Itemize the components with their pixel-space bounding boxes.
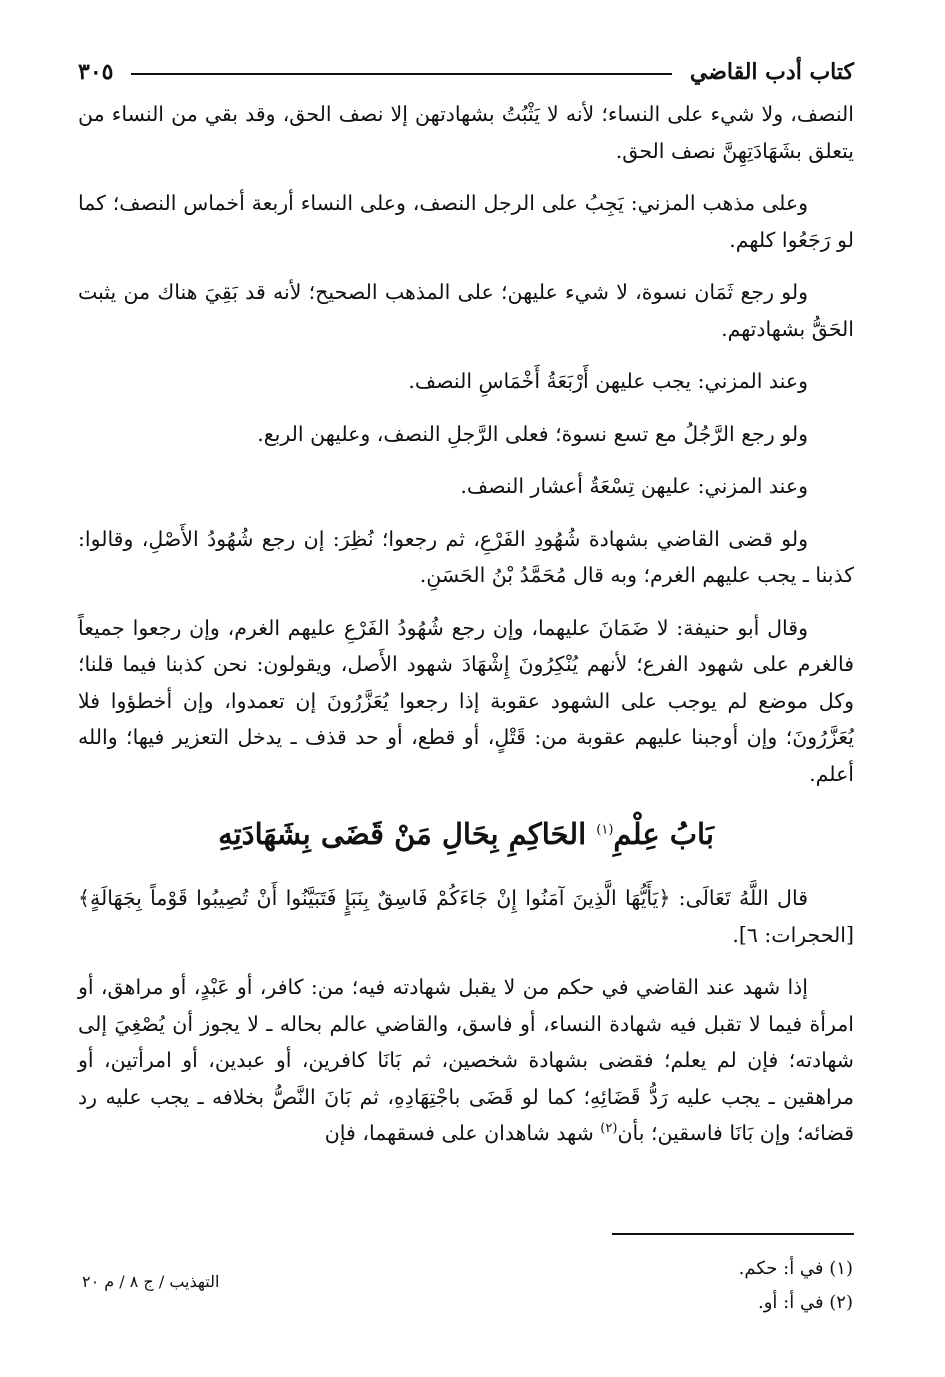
paragraph: وقال أبو حنيفة: لا ضَمَانَ عليهما، وإن رجع شُهُودُ الفَرْعِ عليهم الغرم، وإن رجعوا جميعاً فالغرم على شهود الفرع؛ لأنهم يُنْكِرُونَ إِشْهَادَ شهود الأَصل، ويقولون: نحن كذبنا فيما قلنا؛ وكل موضع لم يوجب على الشهود عقوبة إذا رجعوا يُعَزَّرُونَ إن تعمدوا، وإن أخطؤوا فلا يُعَزَّرُونَ؛ وإن أوجبنا عليهم عقوبة من: قَتْلٍ، أو قطع، أو حد قذف ـ يدخل التعزير فيها؛ والله أعلم. — [78, 615, 854, 786]
paragraph: ولو رجع الرَّجُلُ مع تسع نسوة؛ فعلى الرَّجلِ النصف، وعليهن الربع. — [257, 421, 808, 446]
running-header — [78, 52, 854, 92]
chapter-title — [78, 812, 854, 856]
paragraph: وعند المزني: يجب عليهن أَرْبَعَةُ أَخْمَاسِ النصف. — [408, 369, 808, 393]
body-text — [78, 96, 854, 1168]
paragraph: وعلى مذهب المزني: يَجِبُ على الرجل النصف، وعلى النساء أربعة أخماس النصف؛ كما لو رَجَعُوا كلهم. — [78, 191, 854, 252]
paragraph: ولو رجع ثَمَان نسوة، لا شيء عليهن؛ على المذهب الصحيح؛ لأنه قد بَقِيَ هناك من يثبت الحَقُّ بشهادتهم. — [78, 280, 854, 341]
printer-signature: التهذيب / ج ٨ / م ٢٠ — [82, 1272, 220, 1291]
chapter-title-part2: الحَاكِمِ بِحَالِ مَنْ قَضَى بِشَهَادَتِهِ — [218, 817, 587, 851]
footnote-ref-1: (١) — [596, 822, 614, 838]
paragraph: وعند المزني: عليهن تِسْعَةُ أعشار النصف. — [460, 474, 808, 498]
footnote: (١) في أ: حكم. — [738, 1258, 853, 1279]
chapter-title-part1: بَابُ عِلْمِ — [613, 817, 714, 851]
header-rule — [131, 73, 671, 75]
paragraph: ولو قضى القاضي بشهادة شُهُودِ الفَرْعِ، ثم رجعوا؛ نُظِرَ: إن رجع شُهُودُ الأَصْلِ، وقالوا: كذبنا ـ يجب عليهم الغرم؛ وبه قال مُحَمَّدُ بْنُ الحَسَنِ. — [78, 526, 854, 587]
quran-paragraph: قال اللَّهُ تَعَالَى: ﴿يَأَيُّهَا الَّذِينَ آمَنُوا إِنْ جَاءَكُمْ فَاسِقٌ بِنَبَإٍ فَتَبَيَّنُوا أَنْ تُصِيبُوا قَوْماً بِجَهَالَةٍ﴾ [الحجرات: ٦]. — [78, 886, 854, 947]
footnote-ref-2: (٢) — [600, 1121, 618, 1137]
footnote: (٢) في أ: أو. — [758, 1292, 853, 1313]
book-title: كتاب أدب القاضي — [689, 59, 854, 85]
paragraph — [78, 969, 854, 1152]
paragraph-text: إذا شهد عند القاضي في حكم من لا يقبل شهادته فيه؛ من: كافر، أو عَبْدٍ، أو مراهق، أو امرأة فيما لا تقبل فيه شهادة النساء، أو فاسق، والقاضي عالم بحاله ـ لا يجوز أن يُصْغِيَ إلى شهادته؛ فإن لم يعلم؛ فقضى بشهادة شخصين، ثم بَانَا كافرين، أو عبدين، أو امرأتين، أو مراهقين ـ يجب عليه رَدُّ قَضَائِهِ؛ كما لو قَضَى باجْتِهَادِهِ، ثم بَانَ النَّصُّ بخلافه ـ يجب عليه رد قضائه؛ وإن بَانَا فاسقين؛ بأن — [78, 975, 854, 1145]
footnote-rule — [612, 1233, 854, 1235]
footnotes — [533, 1252, 853, 1320]
paragraph-text: شهد شاهدان على فسقهما، فإن — [324, 1121, 594, 1145]
page-number: ٣٠٥ — [78, 59, 114, 85]
paragraph: النصف، ولا شيء على النساء؛ لأنه لا يَثْبُتُ بشهادتهن إلا نصف الحق، وقد بقي من النساء من يتعلق بشَهَادَتِهِنَّ نصف الحق. — [78, 102, 854, 163]
